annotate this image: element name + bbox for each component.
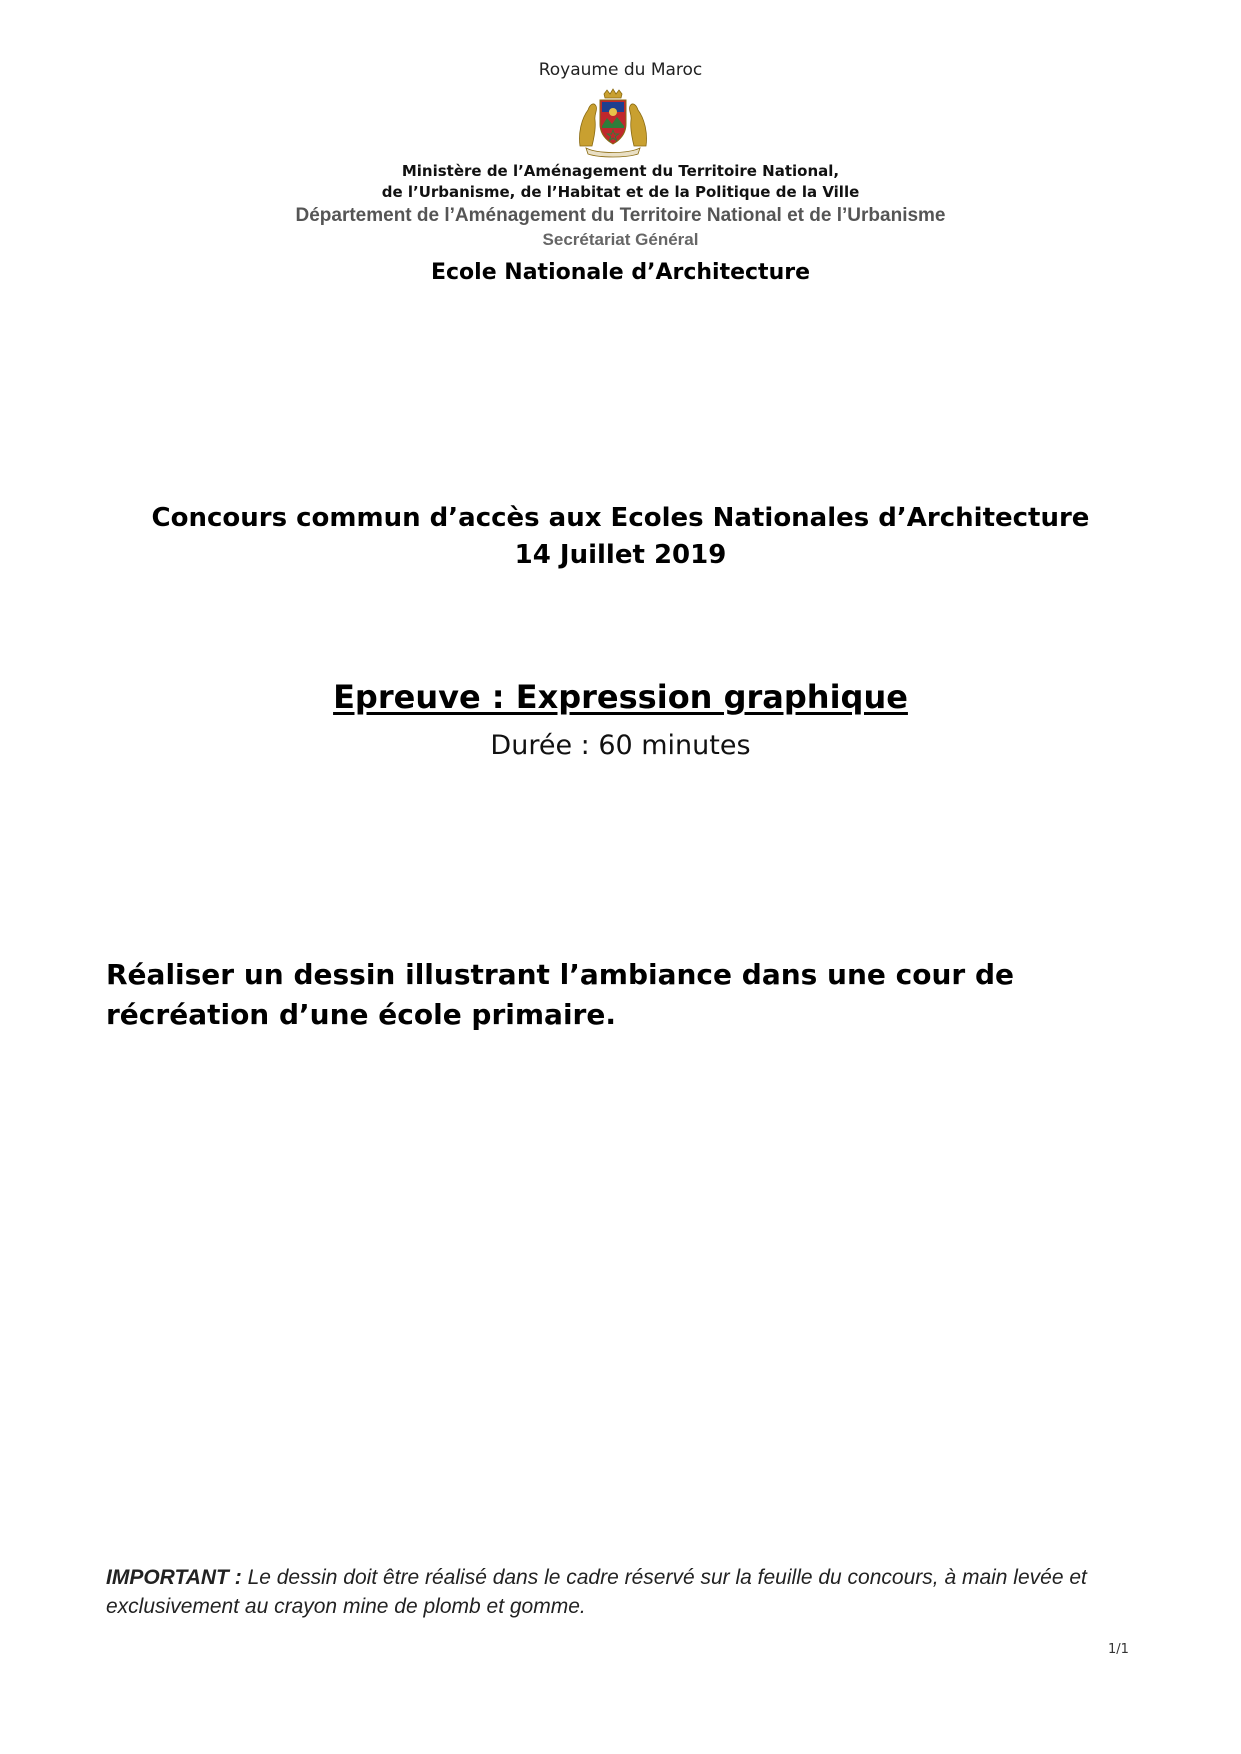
important-note <box>106 1563 1146 1621</box>
exam-date: 14 Juillet 2019 <box>514 540 727 570</box>
important-label: IMPORTANT : <box>106 1566 242 1589</box>
ministry-line-2: de l’Urbanisme, de l’Habitat et de la Politique de la Ville <box>381 183 860 201</box>
exam-duration: Durée : 60 minutes <box>490 730 751 761</box>
exam-title: Concours commun d’accès aux Ecoles Nationales d’Architecture <box>151 503 1090 533</box>
kingdom-heading: Royaume du Maroc <box>538 60 703 80</box>
page-number: 1/1 <box>1108 1642 1129 1657</box>
moroccan-coat-of-arms-icon <box>574 88 652 158</box>
ministry-line-1: Ministère de l’Aménagement du Territoire National, <box>401 162 840 180</box>
important-text: Le dessin doit être réalisé dans le cadre réservé sur la feuille du concours, à main levée et exclusivement au crayon mine de plomb et gomme. <box>106 1566 1087 1618</box>
school-heading: Ecole Nationale d’Architecture <box>430 260 811 285</box>
exam-instruction: Réaliser un dessin illustrant l’ambiance dans une cour de récréation d’une école primaire. <box>106 958 1015 1031</box>
secretariat-heading: Secrétariat Général <box>542 230 699 249</box>
exam-subject: Epreuve : Expression graphique <box>333 678 908 716</box>
department-heading: Département de l’Aménagement du Territoire National et de l’Urbanisme <box>295 205 946 226</box>
